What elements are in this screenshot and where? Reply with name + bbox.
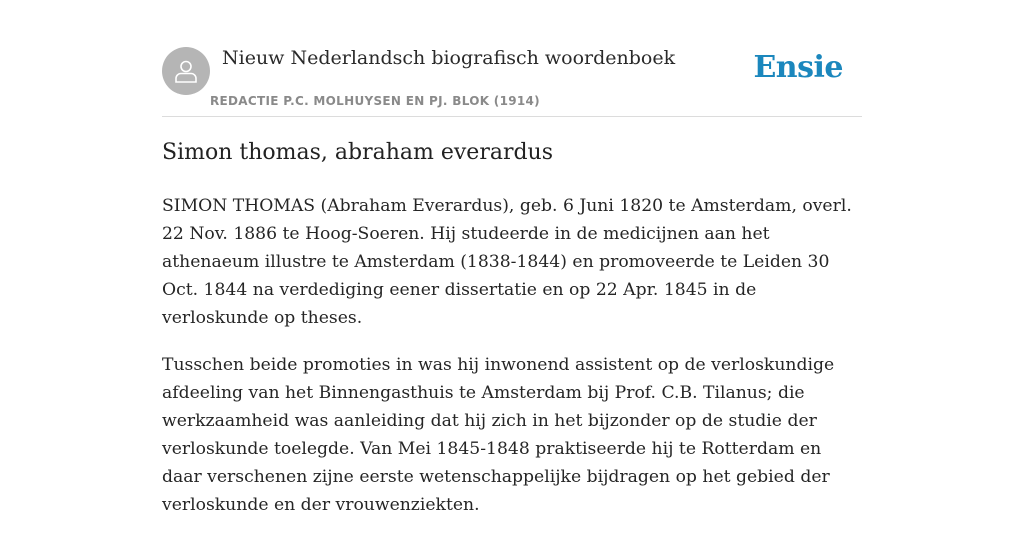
source-header xyxy=(162,44,862,117)
user-icon[interactable] xyxy=(162,47,210,95)
article-title: Simon thomas, abraham everardus xyxy=(162,140,554,165)
article-paragraph: SIMON THOMAS (Abraham Everardus), geb. 6 Juni 1820 te Amsterdam, overl. 22 Nov. 1886 te Hoog-Soeren. Hij studeerde in de medicijnen aan het athenaeum illustre te Amsterdam (1838-1844) en promoveerde te Leiden 30 Oct. 1844 na verdediging eener dissertatie en op 22 Apr. 1845 in de verloskunde op theses. xyxy=(162,196,852,328)
article-body xyxy=(162,192,862,538)
source-subtitle: REDACTIE P.C. MOLHUYSEN EN PJ. BLOK (1914) xyxy=(210,94,540,108)
article-paragraph: Tusschen beide promoties in was hij inwonend assistent op de verloskundige afdeeling van het Binnengasthuis te Amsterdam bij Prof. C.B. Tilanus; die werkzaamheid was aanleiding dat hij zich in het bijzonder op de studie der verloskunde toelegde. Van Mei 1845-1848 praktiseerde hij te Rotterdam en daar verschenen zijne eerste wetenschappelijke bijdragen op het gebied der verloskunde en der vrouwenziekten. xyxy=(162,355,835,515)
source-title[interactable]: Nieuw Nederlandsch biografisch woordenboek xyxy=(222,47,676,69)
ensie-logo[interactable]: Ensie xyxy=(753,50,843,85)
